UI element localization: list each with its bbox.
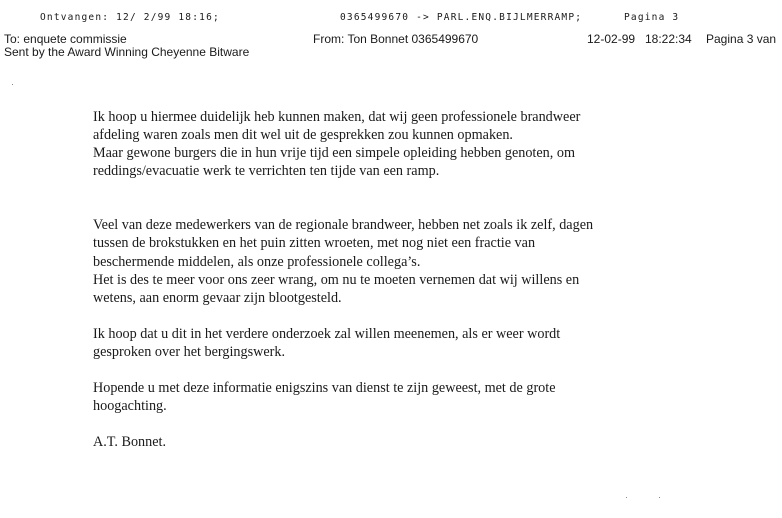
letter-line: afdeling waren zoals men dit wel uit de gesprekken zou kunnen opmaken. [93, 127, 513, 144]
letter-line: Ik hoop u hiermee duidelijk heb kunnen maken, dat wij geen professionele brandweer [93, 109, 581, 125]
scan-speck [626, 497, 627, 498]
letter-line: Veel van deze medewerkers van de regionale brandweer, hebben net zoals ik zelf, dagen [93, 217, 594, 234]
letter-line: beschermende middelen, als onze professionele collega’s. [93, 253, 421, 270]
letter-line: Hopende u met deze informatie enigszins van dienst te zijn geweest, met de grote [93, 380, 556, 397]
letter-line: Ik hoop dat u dit in het verdere onderzoek zal willen meenemen, als er weer wordt [93, 325, 561, 342]
scan-speck [659, 497, 660, 498]
fax-header-date: 12-02-99 [587, 32, 636, 46]
letter-paragraph [93, 379, 693, 415]
letter-paragraph [93, 325, 693, 361]
fax-received-stamp: Ontvangen: 12/ 2/99 18:16; [40, 12, 220, 23]
scan-speck [12, 84, 13, 85]
fax-header-from: From: Ton Bonnet 0365499670 [313, 32, 479, 46]
signature-name: A.T. Bonnet. [93, 434, 167, 451]
fax-route: 0365499670 -> PARL.ENQ.BIJLMERRAMP; [340, 12, 583, 23]
letter-body [93, 108, 693, 451]
letter-line: hoogachting. [93, 398, 167, 415]
fax-transmission-line [0, 12, 782, 26]
fax-header-time: 18:22:34 [645, 32, 692, 46]
letter-line: reddings/evacuatie werk te verrichten ten tijde van een ramp. [93, 163, 440, 180]
letter-line: Het is des te meer voor ons zeer wrang, om nu te moeten vernemen dat wij willens en [93, 271, 580, 288]
fax-header-sent-by: Sent by the Award Winning Cheyenne Bitware [4, 45, 250, 59]
fax-header-to: To: enquete commissie [4, 32, 127, 46]
letter-paragraph [93, 216, 693, 306]
fax-header-page: Pagina 3 van [706, 32, 777, 46]
letter-paragraph [93, 108, 693, 180]
letter-line: Maar gewone burgers die in hun vrije tijd een simpele opleiding hebben genoten, om [93, 145, 575, 162]
letter-line: tussen de brokstukken en het puin zitten wroeten, met nog niet een fractie van [93, 235, 536, 252]
letter-line: gesproken over het bergingswerk. [93, 343, 286, 360]
letter-signature [93, 433, 693, 451]
letter-line: wetens, aan enorm gevaar zijn blootgesteld. [93, 289, 342, 306]
fax-page-stamp: Pagina 3 [624, 12, 680, 23]
